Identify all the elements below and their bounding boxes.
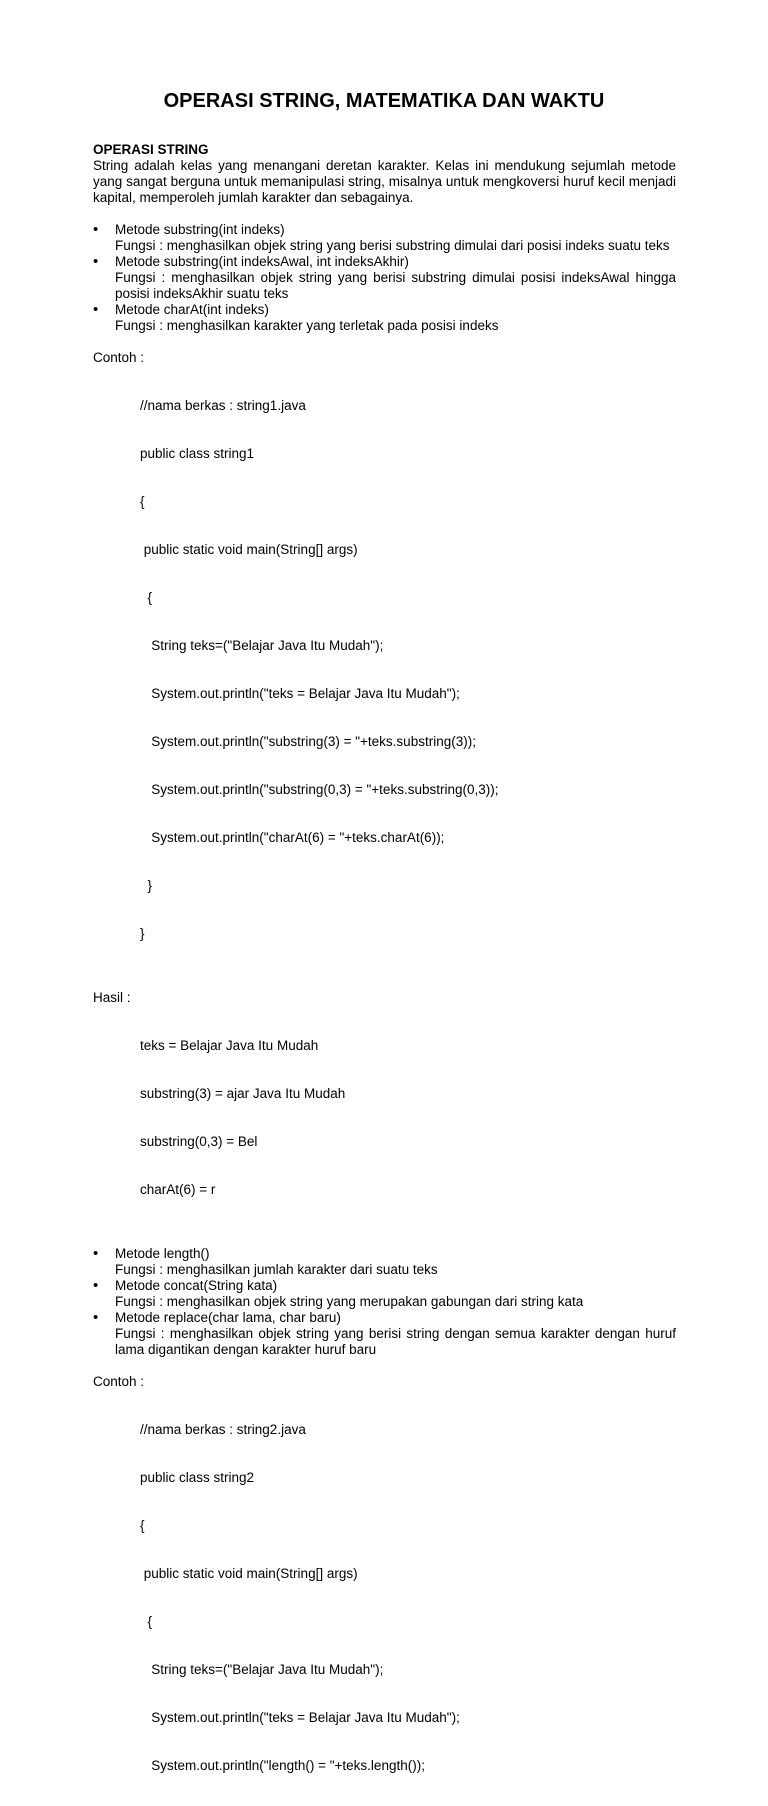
code-block-2 (93, 1390, 676, 1806)
list-item (93, 1278, 676, 1310)
code-line: System.out.println("charAt(6) = "+teks.charAt(6)); (140, 830, 445, 845)
code-line: public class string1 (140, 446, 255, 461)
bullet-icon (93, 254, 115, 270)
method-name: Metode substring(int indeks) (115, 222, 285, 237)
method-list-1 (93, 222, 676, 334)
code-line: System.out.println("teks = Belajar Java Itu Mudah"); (140, 1710, 460, 1725)
result-block (93, 1006, 676, 1230)
code-line: //nama berkas : string1.java (140, 398, 306, 413)
method-name: Metode length() (115, 1246, 210, 1261)
code-line: //nama berkas : string2.java (140, 1422, 306, 1437)
code-line: { (140, 1518, 145, 1533)
code-line: } (140, 926, 145, 941)
method-name: Metode charAt(int indeks) (115, 302, 269, 317)
method-name: Metode concat(String kata) (115, 1278, 278, 1293)
list-item (93, 1310, 676, 1358)
example-label: Contoh : (93, 1374, 145, 1389)
code-line: { (140, 1614, 153, 1629)
bullet-icon (93, 302, 115, 318)
code-line: System.out.println("length() = "+teks.length()); (140, 1758, 425, 1773)
bullet-icon (93, 1246, 115, 1262)
method-description: Fungsi : menghasilkan objek string yang berisi substring dimulai dari posisi indeks suatu teks (115, 238, 670, 253)
code-line: String teks=("Belajar Java Itu Mudah"); (140, 638, 384, 653)
intro-paragraph: String adalah kelas yang menangani deretan karakter. Kelas ini mendukung sejumlah metode yang sangat berguna untuk memanipulasi string, misalnya untuk mengkoversi huruf kecil menjadi kapital, memperoleh jumlah karakter dan sebagainya. (93, 158, 676, 205)
code-line: public class string2 (140, 1470, 255, 1485)
method-description: Fungsi : menghasilkan karakter yang terletak pada posisi indeks (115, 318, 499, 333)
code-line: System.out.println("teks = Belajar Java Itu Mudah"); (140, 686, 460, 701)
code-line: { (140, 590, 153, 605)
document-content (93, 142, 676, 1806)
list-item (93, 254, 676, 302)
result-line: charAt(6) = r (140, 1182, 216, 1197)
method-name: Metode substring(int indeksAwal, int indeksAkhir) (115, 254, 409, 269)
code-line: { (140, 494, 145, 509)
code-line: public static void main(String[] args) (140, 542, 358, 557)
method-description: Fungsi : menghasilkan objek string yang berisi string dengan semua karakter dengan huruf lama digantikan dengan karakter huruf baru (115, 1326, 676, 1357)
method-description: Fungsi : menghasilkan jumlah karakter dari suatu teks (115, 1262, 438, 1277)
method-list-2 (93, 1246, 676, 1358)
method-name: Metode replace(char lama, char baru) (115, 1310, 341, 1325)
result-line: teks = Belajar Java Itu Mudah (140, 1038, 319, 1053)
code-block-1 (93, 366, 676, 974)
method-description: Fungsi : menghasilkan objek string yang berisi substring dimulai posisi indeksAwal hingga posisi indeksAkhir suatu teks (115, 270, 676, 301)
result-label: Hasil : (93, 990, 131, 1005)
code-line: System.out.println("substring(0,3) = "+teks.substring(0,3)); (140, 782, 499, 797)
bullet-icon (93, 222, 115, 238)
list-item (93, 1246, 676, 1278)
list-item (93, 302, 676, 334)
code-line: System.out.println("substring(3) = "+teks.substring(3)); (140, 734, 476, 749)
code-line: } (140, 878, 153, 893)
example-label: Contoh : (93, 350, 145, 365)
bullet-icon (93, 1278, 115, 1294)
section-heading: OPERASI STRING (93, 142, 209, 157)
result-line: substring(3) = ajar Java Itu Mudah (140, 1086, 346, 1101)
bullet-icon (93, 1310, 115, 1326)
code-line: public static void main(String[] args) (140, 1566, 358, 1581)
document-title: OPERASI STRING, MATEMATIKA DAN WAKTU (163, 90, 605, 112)
method-description: Fungsi : menghasilkan objek string yang merupakan gabungan dari string kata (115, 1294, 584, 1309)
result-line: substring(0,3) = Bel (140, 1134, 258, 1149)
code-line: String teks=("Belajar Java Itu Mudah"); (140, 1662, 384, 1677)
list-item (93, 222, 676, 254)
